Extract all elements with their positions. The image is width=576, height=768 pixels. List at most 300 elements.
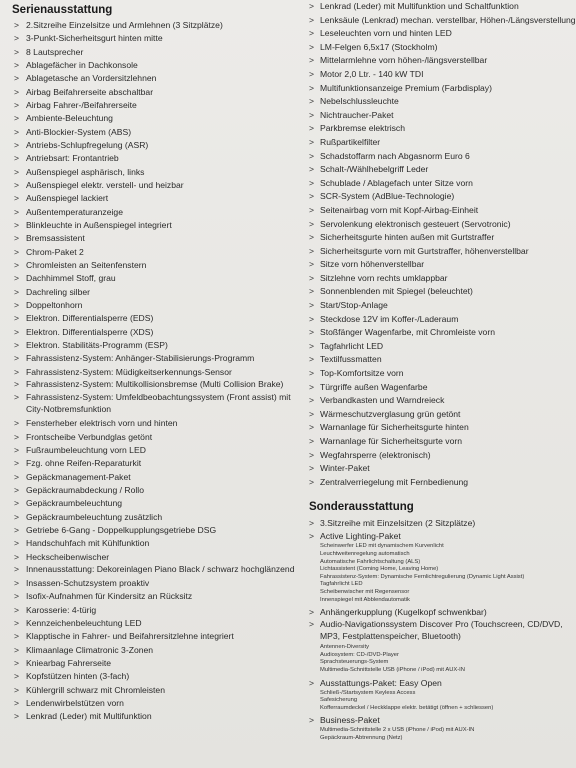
item-label: Kopfstützen hinten (3-fach) — [26, 671, 130, 682]
item-label: Fzg. ohne Reifen-Reparaturkit — [26, 458, 142, 469]
serien-list-right — [309, 0, 576, 489]
list-item — [309, 218, 573, 232]
arrow-right-icon: > — [309, 68, 315, 79]
arrow-right-icon: > — [14, 46, 20, 57]
list-item — [12, 352, 300, 365]
list-item — [309, 299, 573, 313]
list-item — [12, 484, 300, 497]
item-label: Airbag Fahrer-/Beifahrerseite — [26, 99, 137, 110]
list-item — [12, 206, 300, 219]
detail-list — [320, 727, 573, 742]
arrow-right-icon: > — [14, 471, 20, 482]
item-label: Sicherheitsgurte vorn mit Gurtstraffer, höhenverstellbar — [320, 245, 529, 256]
arrow-right-icon: > — [309, 14, 315, 25]
item-label: Chromleisten an Seitenfenstern — [26, 259, 147, 270]
arrow-right-icon: > — [309, 136, 315, 147]
serien-list-left — [12, 19, 300, 724]
arrow-right-icon: > — [14, 498, 20, 509]
arrow-right-icon: > — [309, 272, 315, 283]
item-label: Ablagetasche an Vordersitzlehnen — [26, 73, 157, 84]
detail-item: Schließ-/Startsystem Keyless Access — [320, 689, 416, 696]
list-item — [309, 435, 573, 449]
item-label: Fahrassistenz-System: Umfeldbeobachtungssystem (Front assist) mit City-Notbremsfunktion — [26, 392, 291, 414]
item-label: Fahrassistenz-System: Anhänger-Stabilisierungs-Programm — [26, 353, 255, 364]
list-item — [12, 657, 300, 670]
arrow-right-icon: > — [14, 20, 20, 30]
list-item — [309, 367, 573, 381]
list-item — [12, 511, 300, 524]
list-item — [12, 604, 300, 617]
item-label: Sitzlehne vorn rechts umklappbar — [320, 272, 448, 283]
list-item — [12, 630, 300, 643]
arrow-right-icon: > — [309, 28, 315, 39]
arrow-right-icon: > — [14, 113, 20, 124]
item-label: Wärmeschutzverglasung grün getönt — [320, 408, 461, 419]
arrow-right-icon: > — [14, 246, 20, 257]
item-label: SCR-System (AdBlue-Technologie) — [320, 191, 455, 202]
list-item — [309, 95, 573, 109]
list-item — [309, 136, 573, 150]
list-item — [309, 231, 573, 245]
item-label: Ambiente-Beleuchtung — [26, 113, 113, 124]
list-item — [12, 577, 300, 590]
item-label: Bremsassistent — [26, 233, 85, 244]
list-item — [12, 179, 300, 192]
arrow-right-icon: > — [14, 671, 20, 682]
list-item — [309, 150, 573, 164]
list-item — [309, 619, 573, 644]
arrow-right-icon: > — [14, 139, 20, 150]
item-label: Nichtraucher-Paket — [320, 109, 394, 120]
list-item — [309, 462, 573, 476]
left-column — [12, 0, 300, 724]
list-item — [12, 339, 300, 352]
list-item — [12, 112, 300, 125]
item-label: Gepäckraumbeleuchtung zusätzlich — [26, 511, 163, 522]
item-label: Getriebe 6-Gang - Doppelkupplungsgetriebe DSG — [26, 524, 217, 535]
list-item — [12, 32, 300, 45]
arrow-right-icon: > — [309, 449, 315, 460]
list-item — [12, 366, 300, 379]
item-label: Anhängerkupplung (Kugelkopf schwenkbar) — [320, 607, 487, 618]
arrow-right-icon: > — [14, 551, 20, 562]
item-label: Lendenwirbelstützen vorn — [26, 698, 124, 709]
list-item — [309, 449, 573, 463]
item-label: Sonnenblenden mit Spiegel (beleuchtet) — [320, 286, 473, 297]
item-label: Schublade / Ablagefach unter Sitze vorn — [320, 177, 473, 188]
list-item — [12, 670, 300, 683]
list-item — [309, 353, 573, 367]
arrow-right-icon: > — [14, 366, 20, 377]
arrow-right-icon: > — [14, 658, 20, 669]
arrow-right-icon: > — [309, 109, 315, 120]
item-label: Tagfahrlicht LED — [320, 340, 384, 351]
item-label: Leseleuchten vorn und hinten LED — [320, 28, 452, 39]
arrow-right-icon: > — [14, 684, 20, 695]
arrow-right-icon: > — [14, 578, 20, 589]
list-item — [12, 590, 300, 603]
item-label: 3-Punkt-Sicherheitsgurt hinten mitte — [26, 33, 163, 44]
item-label: Ablagefächer in Dachkonsole — [26, 59, 138, 70]
item-label: Blinkleuchte in Außenspiegel integriert — [26, 219, 172, 230]
item-label: Kniearbag Fahrerseite — [26, 658, 112, 669]
list-item — [12, 139, 300, 152]
list-item — [12, 537, 300, 550]
list-item — [309, 27, 573, 41]
item-label: Servolenkung elektronisch gesteuert (Servotronic) — [320, 218, 511, 229]
arrow-right-icon: > — [309, 191, 315, 202]
list-item — [309, 313, 573, 327]
arrow-right-icon: > — [14, 591, 20, 602]
list-item — [309, 0, 573, 14]
detail-item: Lichtassistent (Coming Home, Leaving Home) — [320, 566, 439, 573]
arrow-right-icon: > — [309, 1, 315, 11]
arrow-right-icon: > — [309, 619, 315, 630]
item-label: Stoßfänger Wagenfarbe, mit Chromleiste vorn — [320, 327, 495, 338]
list-item — [12, 286, 300, 299]
list-item — [12, 431, 300, 444]
item-label: Sicherheitsgurte hinten außen mit Gurtstraffer — [320, 232, 495, 243]
item-label: Motor 2,0 Ltr. - 140 kW TDI — [320, 68, 424, 79]
list-item — [12, 326, 300, 339]
arrow-right-icon: > — [14, 233, 20, 244]
list-item — [309, 122, 573, 136]
arrow-right-icon: > — [14, 73, 20, 84]
arrow-right-icon: > — [309, 82, 315, 93]
item-label: Frontscheibe Verbundglas getönt — [26, 431, 153, 442]
item-label: Seitenairbag vorn mit Kopf-Airbag-Einheit — [320, 204, 479, 215]
arrow-right-icon: > — [14, 378, 20, 389]
arrow-right-icon: > — [309, 150, 315, 161]
list-item — [12, 684, 300, 697]
arrow-right-icon: > — [14, 313, 20, 324]
list-item — [12, 564, 300, 577]
arrow-right-icon: > — [14, 563, 20, 574]
arrow-right-icon: > — [14, 206, 20, 217]
item-label: Rußpartikelfilter — [320, 136, 381, 147]
list-item — [12, 86, 300, 99]
item-label: Außenspiegel lackiert — [26, 193, 109, 204]
item-label: Klapptische in Fahrer- und Beifahrersitzlehne integriert — [26, 631, 234, 642]
item-label: LM-Felgen 6,5x17 (Stockholm) — [320, 41, 438, 52]
arrow-right-icon: > — [309, 715, 315, 726]
list-item — [309, 14, 576, 28]
arrow-right-icon: > — [14, 193, 20, 204]
item-label: Multifunktionsanzeige Premium (Farbdisplay) — [320, 82, 492, 93]
arrow-right-icon: > — [309, 164, 315, 175]
item-label: Elektron. Differentialsperre (XDS) — [26, 326, 154, 337]
item-label: Nebelschlussleuchte — [320, 96, 399, 107]
item-label: Isofix-Aufnahmen für Kindersitz an Rücksitz — [26, 591, 193, 602]
item-label: Heckscheibenwischer — [26, 551, 110, 562]
detail-list — [320, 543, 573, 604]
arrow-right-icon: > — [309, 259, 315, 270]
detail-item: Scheinwerfer LED mit dynamischem Kurvenlicht — [320, 543, 444, 550]
arrow-right-icon: > — [14, 418, 20, 429]
item-label: Schalt-/Wählhebelgriff Leder — [320, 164, 429, 175]
arrow-right-icon: > — [14, 392, 20, 403]
item-label: Airbag Beifahrerseite abschaltbar — [26, 86, 154, 97]
item-label: Kühlergrill schwarz mit Chromleisten — [26, 684, 165, 695]
arrow-right-icon: > — [14, 524, 20, 535]
detail-item: Innenspiegel mit Abblendautomatik — [320, 596, 410, 603]
item-label: Doppeltonhorn — [26, 299, 83, 310]
item-label: Gepäckraumabdeckung / Rollo — [26, 484, 144, 495]
list-item — [309, 82, 573, 96]
list-item — [309, 272, 573, 286]
item-label: Mittelarmlehne vorn höhen-/längsverstellbar — [320, 55, 488, 66]
arrow-right-icon: > — [14, 59, 20, 70]
arrow-right-icon: > — [14, 286, 20, 297]
list-item — [309, 326, 573, 340]
arrow-right-icon: > — [309, 476, 315, 487]
detail-item: Scheibenwischer mit Regensensor — [320, 588, 410, 595]
arrow-right-icon: > — [309, 245, 315, 256]
list-item — [309, 714, 573, 727]
detail-item: Audiosystem: CD-/DVD-Player — [320, 651, 399, 658]
detail-item: Sprachsteuerungs-System — [320, 659, 389, 666]
list-item — [12, 126, 300, 139]
detail-item: Tagfahrlicht LED — [320, 581, 363, 588]
list-item — [309, 258, 573, 272]
item-label: Elektron. Stabilitäts-Programm (ESP) — [26, 339, 168, 350]
arrow-right-icon: > — [309, 286, 315, 297]
item-label: Antriebs-Schlupfregelung (ASR) — [26, 139, 149, 150]
item-label: Parkbremse elektrisch — [320, 123, 406, 134]
list-item — [309, 606, 573, 619]
item-label: Fußraumbeleuchtung vorn LED — [26, 444, 146, 455]
arrow-right-icon: > — [14, 444, 20, 455]
item-label: Dachreling silber — [26, 286, 91, 297]
detail-item: Automatische Fahrlichtschaltung (ALS) — [320, 558, 421, 565]
list-item — [12, 192, 300, 205]
arrow-right-icon: > — [309, 381, 315, 392]
list-item — [12, 392, 300, 417]
list-item — [12, 444, 300, 457]
item-label: Lenksäule (Lenkrad) mechan. verstellbar, Höhen-/Längsverstellung — [320, 14, 576, 25]
arrow-right-icon: > — [309, 607, 315, 618]
right-column — [309, 0, 576, 745]
arrow-right-icon: > — [309, 55, 315, 66]
list-item — [12, 524, 300, 537]
arrow-right-icon: > — [14, 179, 20, 190]
arrow-right-icon: > — [14, 538, 20, 549]
item-label: 8 Lautsprecher — [26, 46, 84, 57]
item-label: Außentemperaturanzeige — [26, 206, 123, 217]
arrow-right-icon: > — [309, 531, 315, 542]
sonder-title: Sonderausstattung — [309, 501, 414, 514]
item-label: Wegfahrsperre (elektronisch) — [320, 449, 431, 460]
arrow-right-icon: > — [309, 408, 315, 419]
detail-item: Multimedia-Schnittstelle 2 x USB (iPhone / iPod) mit AUX-IN — [320, 727, 475, 734]
list-item — [12, 710, 300, 723]
arrow-right-icon: > — [14, 219, 20, 230]
list-item — [309, 245, 573, 259]
arrow-right-icon: > — [309, 395, 315, 406]
arrow-right-icon: > — [14, 166, 20, 177]
list-item — [12, 219, 300, 232]
item-label: Textilfussmatten — [320, 354, 382, 365]
arrow-right-icon: > — [14, 484, 20, 495]
detail-item: Antennen-Diversity — [320, 644, 369, 651]
detail-item: Multimedia-Schnittstelle USB (iPhone / iPod) mit AUX-IN — [320, 667, 465, 673]
list-item — [309, 421, 573, 435]
arrow-right-icon: > — [309, 218, 315, 229]
item-label: Elektron. Differentialsperre (EDS) — [26, 313, 154, 324]
item-label: Kennzeichenbeleuchtung LED — [26, 618, 142, 629]
arrow-right-icon: > — [14, 99, 20, 110]
arrow-right-icon: > — [14, 326, 20, 337]
list-item — [309, 340, 573, 354]
list-item — [12, 644, 300, 657]
item-label: Steckdose 12V im Koffer-/Laderaum — [320, 313, 459, 324]
arrow-right-icon: > — [309, 518, 315, 529]
list-item — [309, 517, 573, 530]
arrow-right-icon: > — [14, 618, 20, 629]
item-label: Fahrassistenz-System: Müdigkeitserkennungs-Sensor — [26, 366, 232, 377]
item-label: Handschuhfach mit Kühlfunktion — [26, 538, 150, 549]
arrow-right-icon: > — [14, 299, 20, 310]
list-item — [12, 152, 300, 165]
item-label: Lenkrad (Leder) mit Multifunktion und Schaltfunktion — [320, 1, 519, 11]
list-item — [309, 381, 573, 395]
item-label: Karosserie: 4-türig — [26, 604, 97, 615]
item-label: 3.Sitzreihe mit Einzelsitzen (2 Sitzplätze) — [320, 518, 476, 529]
item-label: Chrom-Paket 2 — [26, 246, 84, 257]
arrow-right-icon: > — [14, 273, 20, 284]
item-label: Fensterheber elektrisch vorn und hinten — [26, 418, 178, 429]
item-label: Gepäckraumbeleuchtung — [26, 498, 123, 509]
arrow-right-icon: > — [14, 353, 20, 364]
detail-item: Fahrassistenz-System: Dynamische Fernlichtregulierung (Dynamic Light Assist) — [320, 573, 525, 580]
list-item — [12, 99, 300, 112]
item-label: Warnanlage für Sicherheitsgurte hinten — [320, 422, 469, 433]
arrow-right-icon: > — [309, 677, 315, 688]
list-item — [12, 46, 300, 59]
list-item — [12, 551, 300, 564]
item-label: Anti-Blockier-System (ABS) — [26, 126, 132, 137]
list-item — [12, 246, 300, 259]
item-label: Insassen-Schutzsystem proaktiv — [26, 578, 150, 589]
item-label: Schadstoffarm nach Abgasnorm Euro 6 — [320, 150, 470, 161]
arrow-right-icon: > — [309, 463, 315, 474]
arrow-right-icon: > — [309, 422, 315, 433]
arrow-right-icon: > — [14, 711, 20, 722]
list-item — [12, 272, 300, 285]
item-label: Fahrassistenz-System: Multikollisionsbremse (Multi Collision Brake) — [26, 378, 284, 389]
item-label: Gepäckmanagement-Paket — [26, 471, 131, 482]
item-label: Sitze vorn höhenverstellbar — [320, 259, 425, 270]
list-item — [12, 471, 300, 484]
item-label: Audio-Navigationssystem Discover Pro (Touchscreen, CD/DVD, MP3, Festplattenspeicher, Bluetooth) — [320, 619, 563, 641]
arrow-right-icon: > — [309, 436, 315, 446]
arrow-right-icon: > — [14, 698, 20, 709]
detail-item: Leuchtweitenregelung automatisch — [320, 550, 410, 557]
detail-item: Gepäckraum-Abtrennung (Netz) — [320, 734, 403, 741]
arrow-right-icon: > — [309, 41, 315, 52]
list-item — [309, 41, 573, 55]
list-item — [12, 232, 300, 245]
arrow-right-icon: > — [14, 126, 20, 137]
list-item — [309, 530, 573, 543]
arrow-right-icon: > — [309, 232, 315, 243]
list-item — [12, 417, 300, 430]
list-item — [309, 109, 573, 123]
list-item — [309, 408, 573, 422]
sonder-list — [309, 517, 573, 742]
arrow-right-icon: > — [309, 368, 315, 379]
detail-item: Kofferraumdeckel / Heckklappe elektr. betätigt (öffnen + schliessen) — [320, 704, 494, 711]
list-item — [309, 476, 573, 490]
item-label: Antriebsart: Frontantrieb — [26, 153, 119, 164]
arrow-right-icon: > — [14, 153, 20, 164]
arrow-right-icon: > — [309, 340, 315, 351]
list-item — [309, 677, 573, 690]
list-item — [309, 285, 573, 299]
arrow-right-icon: > — [14, 644, 20, 655]
item-label: Start/Stop-Anlage — [320, 300, 388, 311]
arrow-right-icon: > — [14, 511, 20, 522]
arrow-right-icon: > — [14, 631, 20, 642]
arrow-right-icon: > — [14, 339, 20, 350]
item-label: Außenspiegel asphärisch, links — [26, 166, 145, 177]
arrow-right-icon: > — [309, 300, 315, 311]
item-label: Business-Paket — [320, 715, 380, 726]
detail-item: Safesicherung — [320, 697, 358, 704]
arrow-right-icon: > — [14, 604, 20, 615]
arrow-right-icon: > — [14, 259, 20, 270]
arrow-right-icon: > — [309, 96, 315, 107]
arrow-right-icon: > — [309, 313, 315, 324]
item-label: 2.Sitzreihe Einzelsitze und Armlehnen (3 Sitzplätze) — [26, 20, 223, 30]
arrow-right-icon: > — [309, 327, 315, 338]
list-item — [12, 497, 300, 510]
serien-title: Serienausstattung — [12, 4, 113, 16]
list-item — [309, 394, 573, 408]
detail-list — [320, 644, 573, 674]
arrow-right-icon: > — [14, 33, 20, 44]
item-label: Active Lighting-Paket — [320, 531, 401, 542]
list-item — [12, 617, 300, 630]
list-item — [12, 457, 300, 470]
item-label: Türgriffe außen Wagenfarbe — [320, 381, 428, 392]
arrow-right-icon: > — [14, 458, 20, 469]
arrow-right-icon: > — [309, 354, 315, 365]
arrow-right-icon: > — [14, 86, 20, 97]
list-item — [12, 166, 300, 179]
item-label: Innenausstattung: Dekoreinlagen Piano Black / schwarz hochglänzend — [26, 563, 295, 574]
list-item — [309, 204, 573, 218]
arrow-right-icon: > — [309, 177, 315, 188]
item-label: Zentralverriegelung mit Fernbedienung — [320, 476, 469, 487]
list-item — [12, 72, 300, 85]
list-item — [309, 190, 573, 204]
arrow-right-icon: > — [14, 431, 20, 442]
list-item — [309, 54, 573, 68]
list-item — [309, 177, 573, 191]
arrow-right-icon: > — [309, 204, 315, 215]
list-item — [12, 299, 300, 312]
item-label: Winter-Paket — [320, 463, 370, 474]
item-label: Klimaanlage Climatronic 3-Zonen — [26, 644, 154, 655]
item-label: Verbandkasten und Warndreieck — [320, 395, 445, 406]
item-label: Dachhimmel Stoff, grau — [26, 273, 116, 284]
list-item — [12, 379, 300, 392]
list-item — [12, 312, 300, 325]
list-item — [12, 259, 300, 272]
list-item — [12, 19, 300, 32]
item-label: Top-Komfortsitze vorn — [320, 368, 404, 379]
